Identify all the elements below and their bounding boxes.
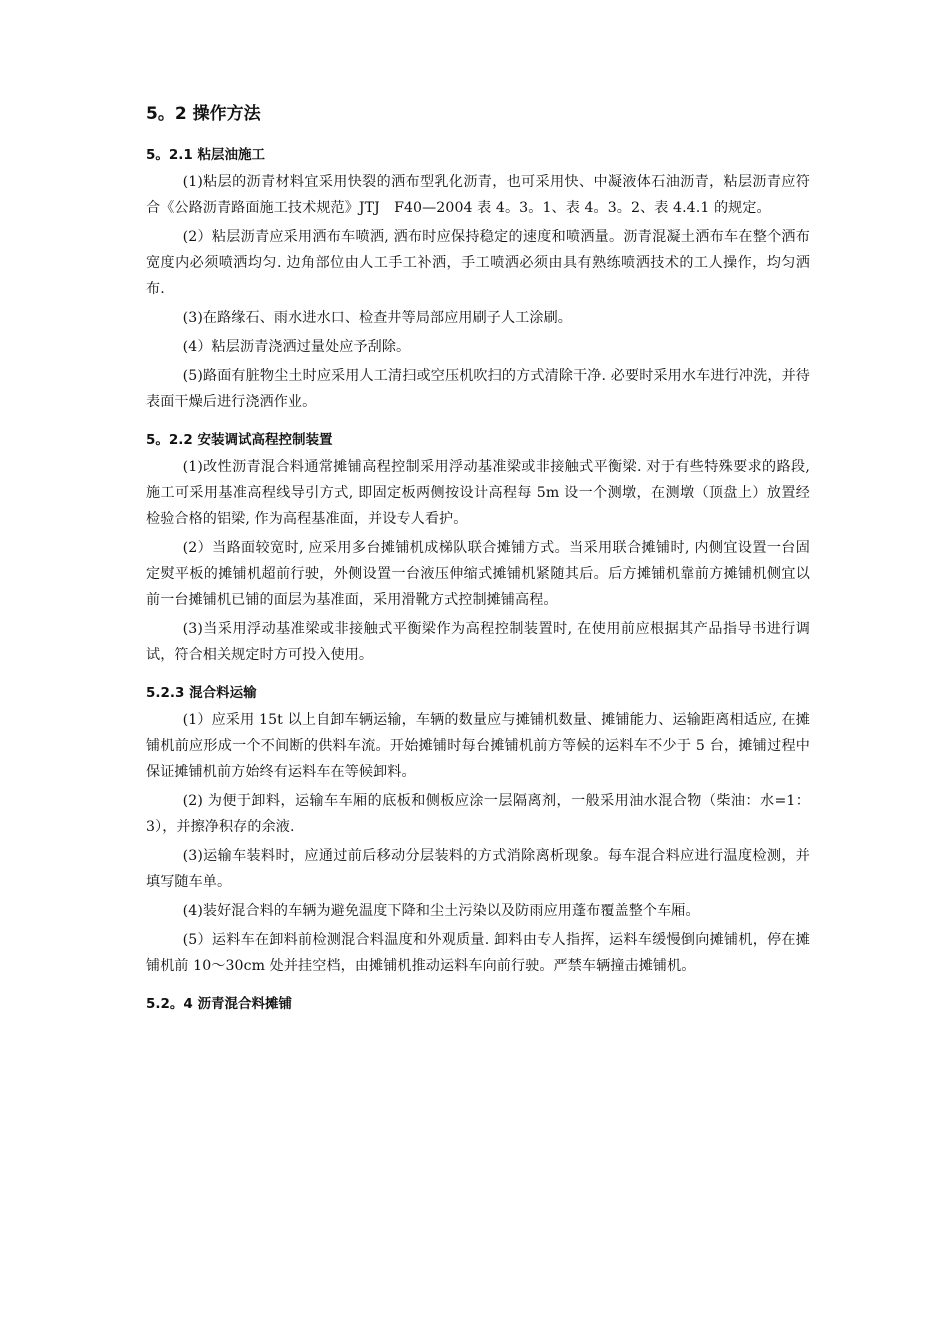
paragraph: (1)粘层的沥青材料宜采用快裂的洒布型乳化沥青，也可采用快、中凝液体石油沥青，粘层沥青应符合《公路沥青路面施工技术规范》JTJ F40—2004 表 4。3。1、表 4。3。2、表 4.4.1 的规定。 <box>146 174 810 216</box>
paragraph: (3)运输车装料时，应通过前后移动分层装料的方式消除离析现象。每车混合料应进行温度检测，并填写随车单。 <box>146 848 810 890</box>
paragraph: (2) 为便于卸料，运输车车厢的底板和侧板应涂一层隔离剂，一般采用油水混合物（柴油：水=1：3），并擦净积存的余液. <box>146 793 810 835</box>
paragraph: (1)改性沥青混合料通常摊铺高程控制采用浮动基准梁或非接触式平衡梁. 对于有些特殊要求的路段, 施工可采用基准高程线导引方式, 即固定板两侧按设计高程每 5m 设一个测墩，在测墩（顶盘上）放置经检验合格的铝梁, 作为高程基准面，并设专人看护。 <box>146 459 810 527</box>
section-heading: 5。2 操作方法 <box>146 104 261 124</box>
paragraph: (4）粘层沥青浇洒过量处应予刮除。 <box>182 339 411 355</box>
section-5-2-1 <box>146 144 810 415</box>
paragraph: (2）当路面较宽时, 应采用多台摊铺机成梯队联合摊铺方式。当采用联合摊铺时, 内侧宜设置一台固定熨平板的摊铺机超前行驶，外侧设置一台液压伸缩式摊铺机紧随其后。后方摊铺机靠前方摊铺机侧宜以前一台摊铺机已铺的面层为基准面，采用滑靴方式控制摊铺高程。 <box>146 540 810 608</box>
subsection-title: 5。2.2 安装调试高程控制装置 <box>146 432 333 448</box>
subsection-title: 5。2.1 粘层油施工 <box>146 147 266 163</box>
section-5-2-3 <box>146 682 810 979</box>
document-page <box>146 100 810 1029</box>
paragraph: (4)装好混合料的车辆为避免温度下降和尘土污染以及防雨应用蓬布覆盖整个车厢。 <box>182 903 700 919</box>
paragraph: (3)当采用浮动基准梁或非接触式平衡梁作为高程控制装置时, 在使用前应根据其产品指导书进行调试，符合相关规定时方可投入使用。 <box>146 621 810 663</box>
subsection-title: 5.2.3 混合料运输 <box>146 685 257 701</box>
paragraph: (2）粘层沥青应采用洒布车喷洒, 洒布时应保持稳定的速度和喷洒量。沥青混凝土洒布车在整个洒布宽度内必须喷洒均匀. 边角部位由人工手工补洒，手工喷洒必须由具有熟练喷洒技术的工人操作，均匀洒布. <box>146 229 810 297</box>
subsection-title: 5.2。4 沥青混合料摊铺 <box>146 996 293 1012</box>
paragraph: (3)在路缘石、雨水进水口、检查井等局部应用刷子人工涂刷。 <box>182 310 572 326</box>
section-5-2-2 <box>146 429 810 668</box>
paragraph: (5）运料车在卸料前检测混合料温度和外观质量. 卸料由专人指挥，运料车缓慢倒向摊铺机，停在摊铺机前 10～30cm 处并挂空档，由摊铺机推动运料车向前行驶。严禁车辆撞击摊铺机。 <box>146 932 810 974</box>
paragraph: (1）应采用 15t 以上自卸车辆运输，车辆的数量应与摊铺机数量、摊铺能力、运输距离相适应, 在摊铺机前应形成一个不间断的供料车流。开始摊铺时每台摊铺机前方等候的运料车不少于 5 台，摊铺过程中保证摊铺机前方始终有运料车在等候卸料。 <box>146 712 810 780</box>
section-5-2-4 <box>146 993 810 1015</box>
paragraph: (5)路面有脏物尘土时应采用人工清扫或空压机吹扫的方式清除干净. 必要时采用水车进行冲洗，并待表面干燥后进行浇洒作业。 <box>146 368 810 410</box>
